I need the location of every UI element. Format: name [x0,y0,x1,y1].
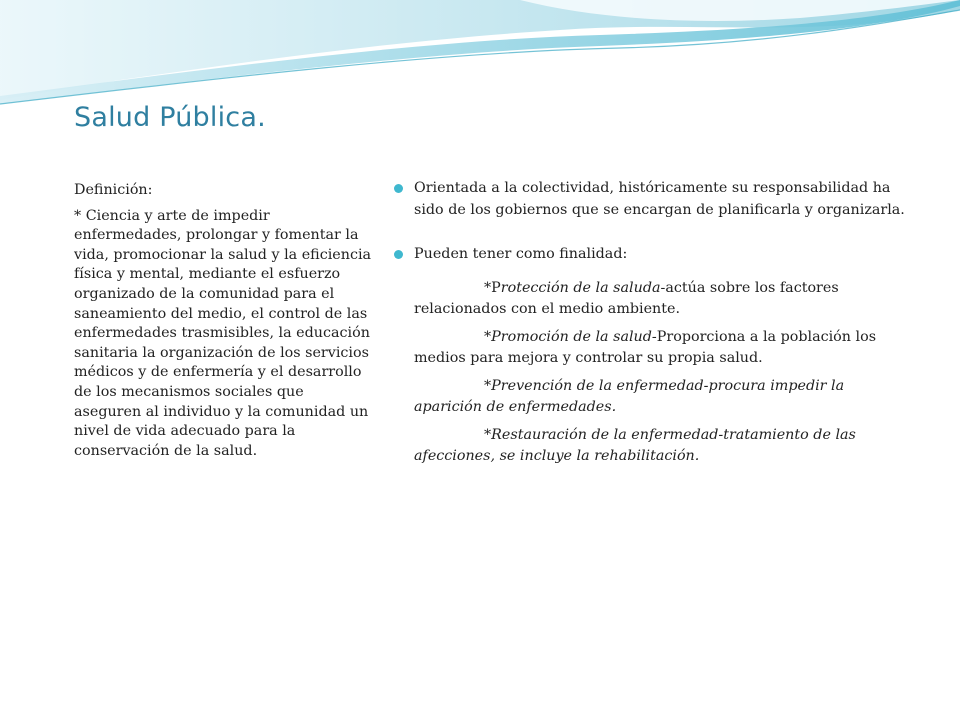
purpose-item [392,425,912,468]
definition-column [74,181,374,461]
purpose-item [392,376,912,419]
purpose-prefix: * [484,328,492,345]
purpose-description: -Proporciona a la población los medios para mejora y controlar su propia salud. [414,328,877,366]
purpose-prefix: * [484,377,492,394]
purpose-item [392,278,912,321]
purpose-title: Prevención de la enfermedad-procura impedir la aparición de enfermedades. [414,377,845,415]
purpose-description: -actúa sobre los factores relacionados con el medio ambiente. [414,279,839,317]
purpose-item [392,327,912,370]
purpose-title: rotección de la saluda [500,279,661,296]
bullet-item [392,178,912,221]
definition-body: * Ciencia y arte de impedir enfermedades, prolongar y fomentar la vida, promocionar la salud y la eficiencia física y mental, mediante el esfuerzo organizado de la comunidad para el saneamiento del medio, el control de las enfermedades trasmisibles, la educación sanitaria la organización de los servicios médicos y de enfermería y el desarrollo de los mecanismos sociales que aseguren al individuo y la comunidad un nivel de vida adecuado para la conservación de la salud. [74,207,372,459]
bullet-text: Pueden tener como finalidad: [414,246,628,262]
bullet-text: Orientada a la colectividad, históricamente su responsabilidad ha sido de los gobiernos que se encargan de planificarla y organizarla. [414,180,905,218]
bullet-dot-icon [394,184,403,193]
definition-heading: Definición: [74,182,153,198]
bullet-item [392,244,912,266]
details-column [392,178,912,474]
bullet-dot-icon [394,250,403,259]
slide-title: Salud Pública. [74,102,266,133]
purpose-title: Promoción de la salud [491,328,652,345]
purpose-title: Restauración de la enfermedad-tratamiento de las afecciones, se incluye la rehabilitación. [414,426,856,464]
purpose-prefix: *P [484,279,501,296]
purpose-prefix: * [484,426,492,443]
